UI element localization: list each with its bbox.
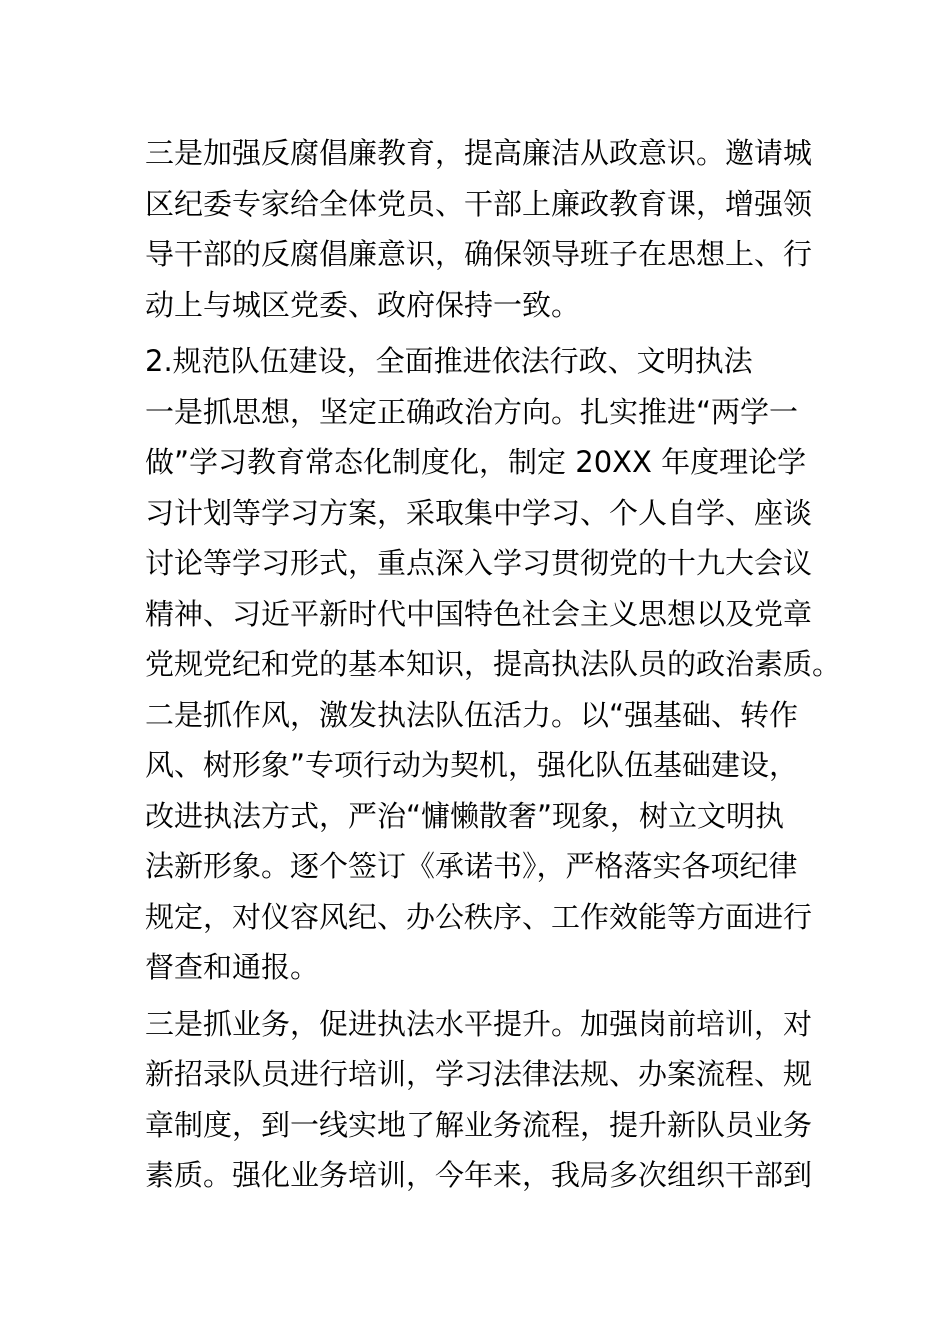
- heading-line: 2.规范队伍建设，全面推进依法行政、文明执法: [145, 344, 753, 378]
- text-line: 一是抓思想，坚定正确政治方向。扎实推进“两学一: [145, 394, 799, 429]
- paragraph-ideology-and-style: [145, 387, 842, 993]
- text-line: 精神、习近平新时代中国特色社会主义思想以及党章: [145, 596, 813, 631]
- text-line: 风、树形象”专项行动为契机，强化队伍基础建设，: [145, 748, 799, 782]
- text-line: 做”学习教育常态化制度化，制定 20XX 年度理论学: [145, 445, 807, 479]
- text-line: 习计划等学习方案，采取集中学习、个人自学、座谈: [145, 495, 813, 530]
- text-line: 讨论等学习形式，重点深入学习贯彻党的十九大会议: [145, 546, 813, 580]
- text-line: 法新形象。逐个签订《承诺书》，严格落实各项纪律: [145, 849, 798, 883]
- text-line: 导干部的反腐倡廉意识，确保领导班子在思想上、行: [145, 237, 813, 271]
- paragraph-business-training: [145, 999, 813, 1201]
- text-line: 二是抓作风，激发执法队伍活力。以“强基础、转作: [145, 697, 799, 732]
- text-line: 新招录队员进行培训，学习法律法规、办案流程、规: [145, 1057, 813, 1091]
- text-line: 规定，对仪容风纪、办公秩序、工作效能等方面进行: [145, 899, 813, 934]
- text-line: 章制度，到一线实地了解业务流程，提升新队员业务: [145, 1107, 813, 1142]
- document-body: [145, 128, 842, 1201]
- text-line: 督查和通报。: [145, 950, 320, 984]
- text-line: 三是抓业务，促进执法水平提升。加强岗前培训，对: [145, 1006, 813, 1041]
- text-line: 三是加强反腐倡廉教育，提高廉洁从政意识。邀请城: [145, 136, 813, 170]
- text-line: 党规党纪和党的基本知识，提高执法队员的政治素质。: [145, 647, 842, 681]
- text-line: 素质。强化业务培训，今年来，我局多次组织干部到: [145, 1158, 813, 1192]
- text-line: 改进执法方式，严治“慵懒散奢”现象，树立文明执: [145, 798, 785, 833]
- section-heading: [145, 336, 810, 387]
- text-line: 动上与城区党委、政府保持一致。: [145, 287, 581, 322]
- paragraph-anti-corruption-education: [145, 128, 813, 330]
- text-line: 区纪委专家给全体党员、干部上廉政教育课，增强领: [145, 186, 813, 221]
